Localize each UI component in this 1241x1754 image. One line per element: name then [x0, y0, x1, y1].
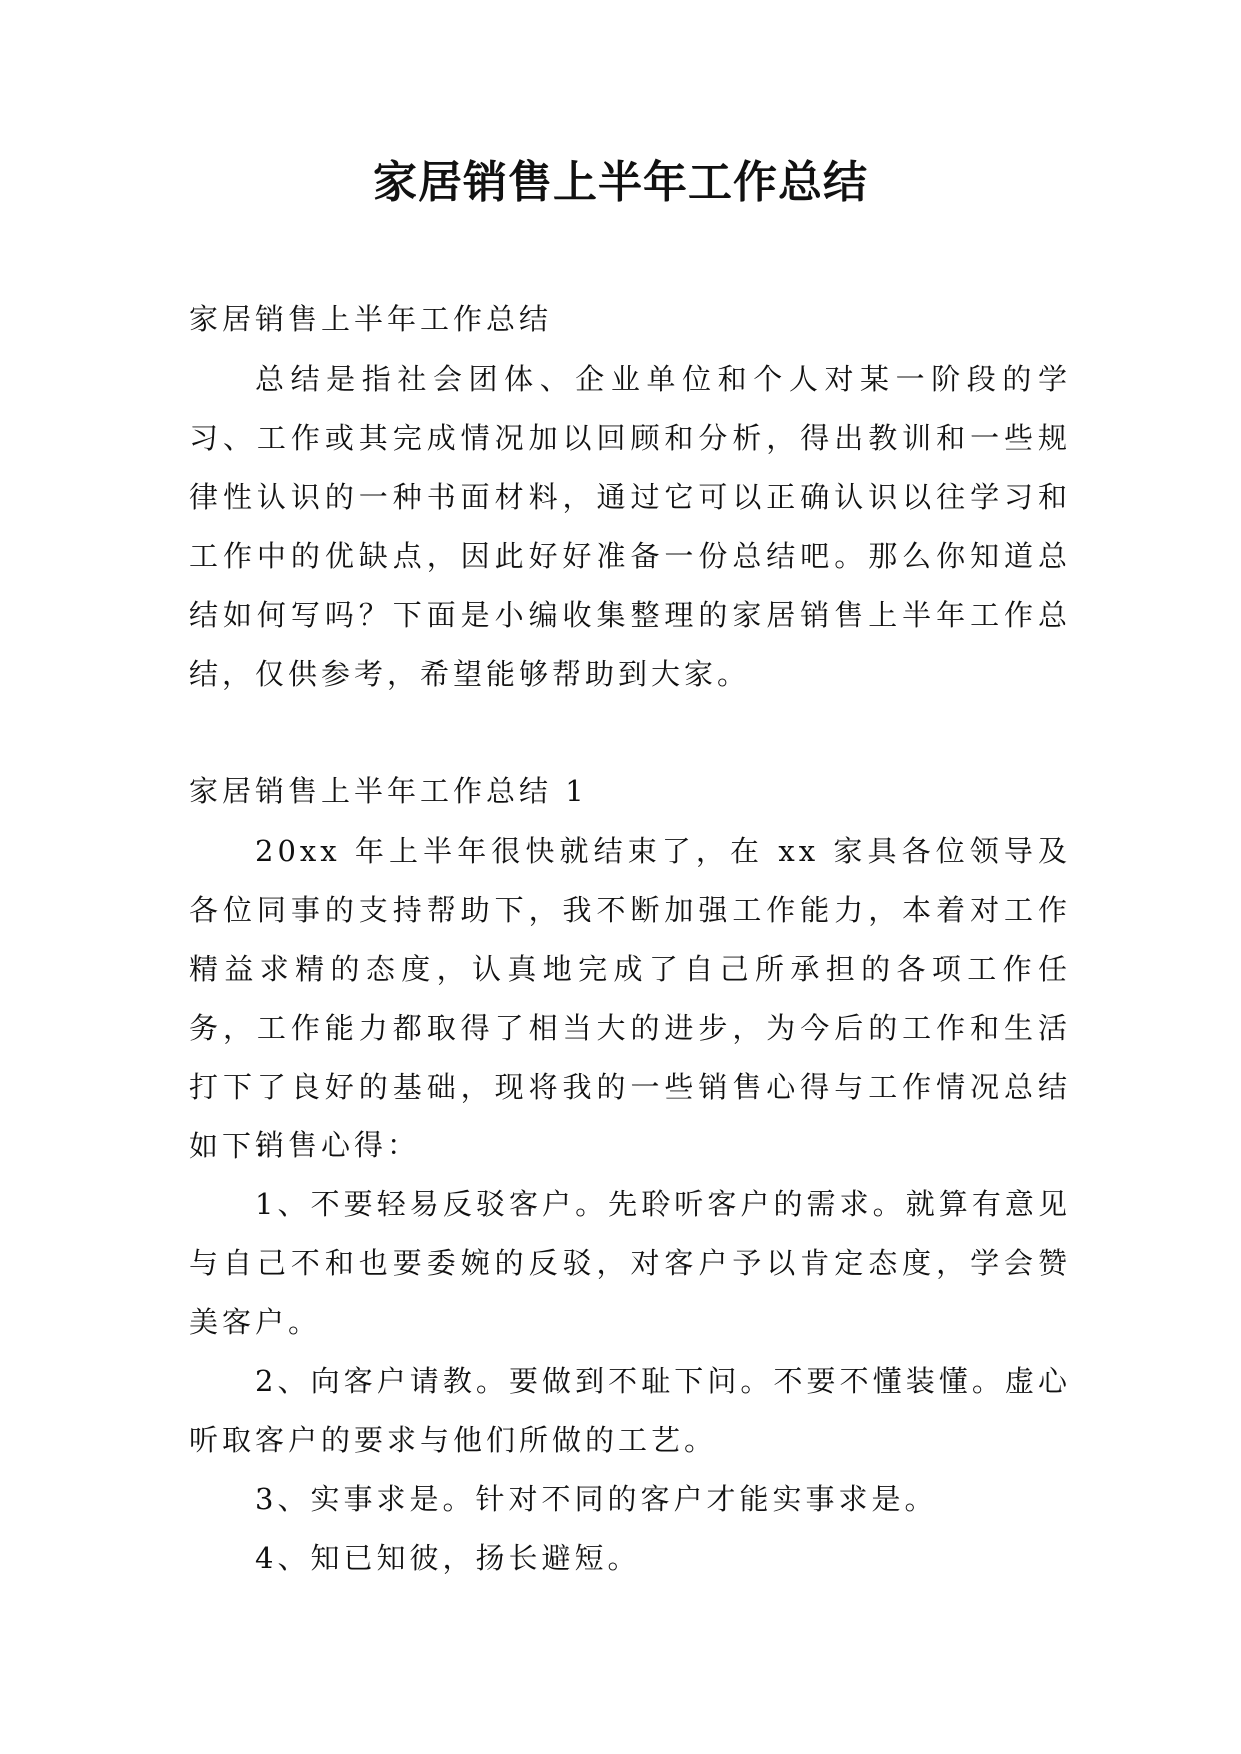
- intro-heading: 家居销售上半年工作总结: [189, 302, 553, 336]
- section-heading: 家居销售上半年工作总结 1: [189, 774, 588, 808]
- section-subheading: 销售心得：: [255, 1128, 421, 1162]
- section-paragraph: 20xx 年上半年很快就结束了，在 xx 家具各位领导及各位同事的支持帮助下，我不断加强工作能力，本着对工作精益求精的态度，认真地完成了自己所承担的各项工作任务，工作能力都取得了相当大的进步，为今后的工作和生活打下了良好的基础，现将我的一些销售心得与工作情况总结如下:: [189, 834, 1071, 1163]
- list-item: 2、向客户请教。要做到不耻下问。不要不懂装懂。虚心听取客户的要求与他们所做的工艺。: [189, 1364, 1071, 1457]
- document-title: 家居销售上半年工作总结: [373, 157, 868, 208]
- intro-paragraph: 总结是指社会团体、企业单位和个人对某一阶段的学习、工作或其完成情况加以回顾和分析，得出教训和一些规律性认识的一种书面材料，通过它可以正确认识以往学习和工作中的优缺点，因此好好准备一份总结吧。那么你知道总结如何写吗？下面是小编收集整理的家居销售上半年工作总结，仅供参考，希望能够帮助到大家。: [189, 362, 1071, 691]
- list-item: 3、实事求是。针对不同的客户才能实事求是。: [255, 1482, 938, 1516]
- list-item: 4、知已知彼，扬长避短。: [255, 1541, 641, 1575]
- list-item: 1、不要轻易反驳客户。先聆听客户的需求。就算有意见与自己不和也要委婉的反驳，对客户予以肯定态度，学会赞美客户。: [189, 1187, 1071, 1339]
